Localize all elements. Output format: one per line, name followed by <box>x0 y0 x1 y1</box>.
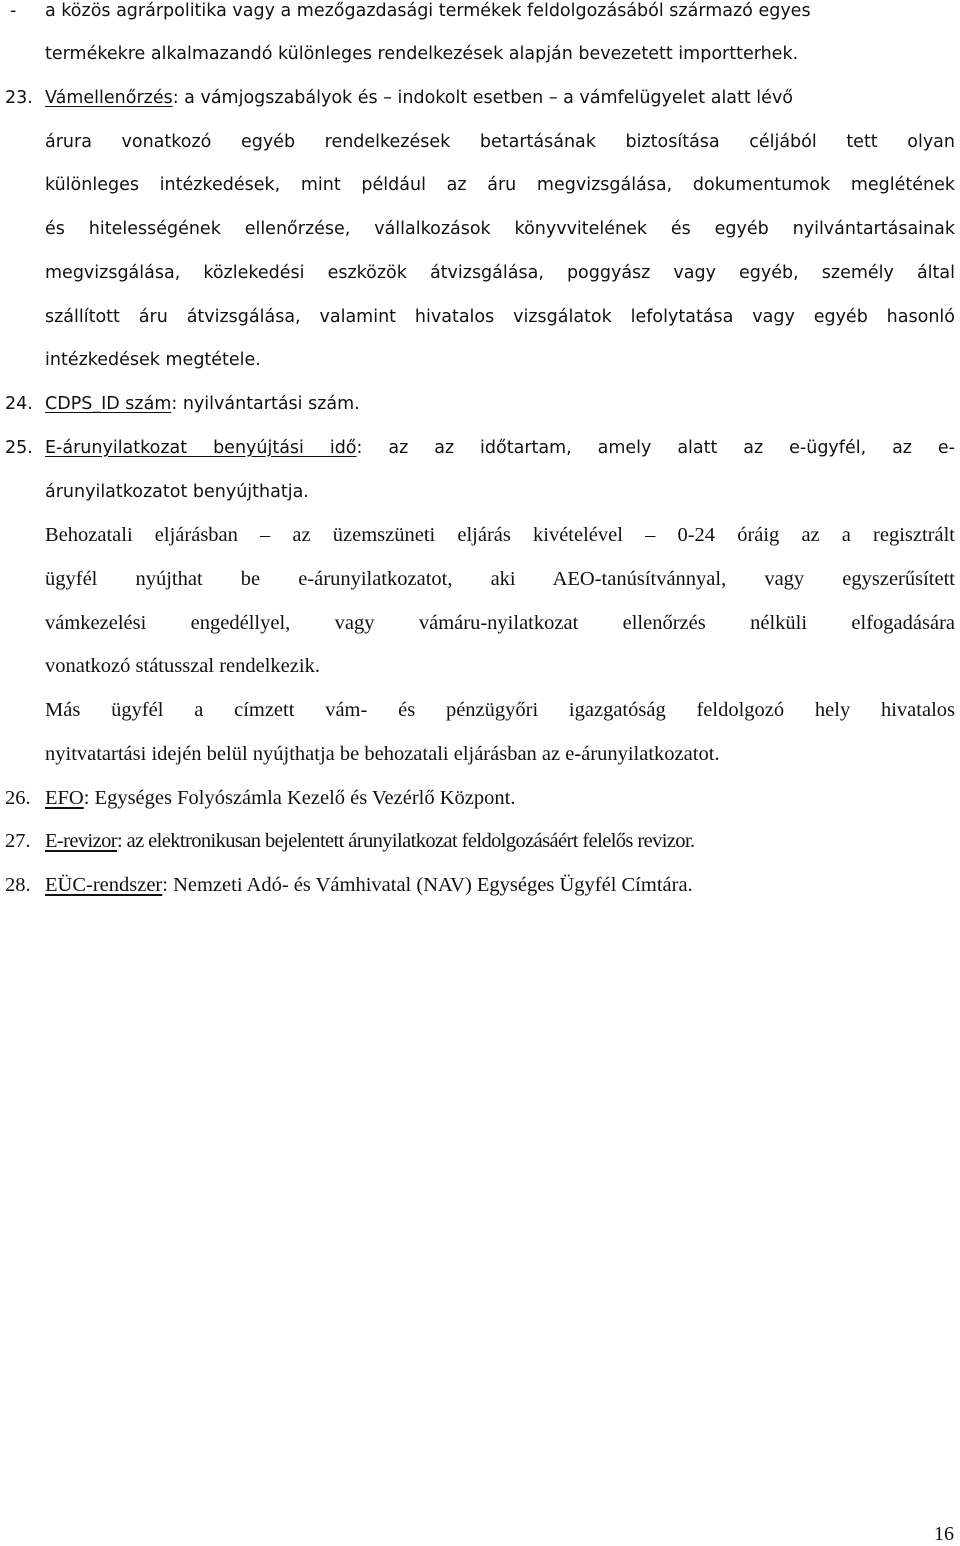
item-number: 23. <box>5 88 33 108</box>
item-25-line-2: árunyilatkozatot benyújthatja. <box>45 482 309 502</box>
bullet-line-2: termékekre alkalmazandó különleges rendelkezések alapján bevezetett importterhek. <box>45 44 799 64</box>
defined-term: CDPS_ID szám <box>45 394 172 414</box>
defined-term: EÜC-rendszer <box>45 874 163 896</box>
item-28-line-1 <box>45 873 693 897</box>
definition-text: : Egységes Folyószámla Kezelő és Vezérlő Központ. <box>83 787 516 809</box>
item-25-para2-line-2: nyitvatartási idején belül nyújthatja be behozatali eljárásban az e-árunyilatkozatot. <box>45 743 720 765</box>
item-number: 24. <box>5 394 33 414</box>
item-25-para1-line-3: vámkezelési engedéllyel, vagy vámáru-nyilatkozat ellenőrzés nélküli elfogadására <box>45 612 955 634</box>
item-23-line-5: megvizsgálása, közlekedési eszközök átvizsgálása, poggyász vagy egyéb, személy által <box>45 263 955 283</box>
item-23-line-1 <box>45 86 955 110</box>
item-25-para1-line-1: Behozatali eljárásban – az üzemszüneti eljárás kivételével – 0-24 óráig az a regisztrált <box>45 524 955 546</box>
item-23-line-3: különleges intézkedések, mint például az áru megvizsgálása, dokumentumok meglétének <box>45 175 955 195</box>
item-24-line-1 <box>45 392 360 416</box>
item-27-line-1 <box>45 829 695 853</box>
item-23-line-4: és hitelességének ellenőrzése, vállalkozások könyvvitelének és egyéb nyilvántartásainak <box>45 219 955 239</box>
definition-text: : nyilvántartási szám. <box>171 394 360 414</box>
definition-text: : a vámjogszabályok és – indokolt esetben – a vámfelügyelet alatt lévő <box>172 88 794 108</box>
item-23-line-6: szállított áru átvizsgálása, valamint hivatalos vizsgálatok lefolytatása vagy egyéb hasonló <box>45 307 955 327</box>
item-number: 26. <box>5 787 31 809</box>
item-number: 25. <box>5 438 33 458</box>
defined-term: E-revizor <box>45 830 117 852</box>
item-25-para1-line-4: vonatkozó státusszal rendelkezik. <box>45 655 320 677</box>
item-26-line-1 <box>45 786 515 810</box>
definition-text: : Nemzeti Adó- és Vámhivatal (NAV) Egységes Ügyfél Címtára. <box>162 874 693 896</box>
item-25-para1-line-2: ügyfél nyújthat be e-árunyilatkozatot, aki AEO-tanúsítvánnyal, vagy egyszerűsített <box>45 568 955 590</box>
defined-term: Vámellenőrzés <box>45 88 173 108</box>
defined-term: EFO <box>45 787 84 809</box>
item-23-line-7: intézkedések megtétele. <box>45 350 261 370</box>
definition-text: : az elektronikusan bejelentett árunyilatkozat feldolgozásáért felelős revizor. <box>117 830 695 852</box>
bullet-marker: - <box>10 1 17 21</box>
item-23-line-2: árura vonatkozó egyéb rendelkezések betartásának biztosítása céljából tett olyan <box>45 132 955 152</box>
bullet-line-1: a közös agrárpolitika vagy a mezőgazdasági termékek feldolgozásából származó egyes <box>45 1 811 21</box>
defined-term: E-árunyilatkozat benyújtási idő <box>45 438 357 458</box>
definition-text: : az az időtartam, amely alatt az e-ügyfél, az e- <box>356 438 955 458</box>
item-25-para2-line-1: Más ügyfél a címzett vám- és pénzügyőri igazgatóság feldolgozó hely hivatalos <box>45 699 955 721</box>
item-number: 28. <box>5 874 31 896</box>
page-number: 16 <box>934 1523 954 1545</box>
item-number: 27. <box>5 830 31 852</box>
item-25-line-1 <box>45 436 955 460</box>
